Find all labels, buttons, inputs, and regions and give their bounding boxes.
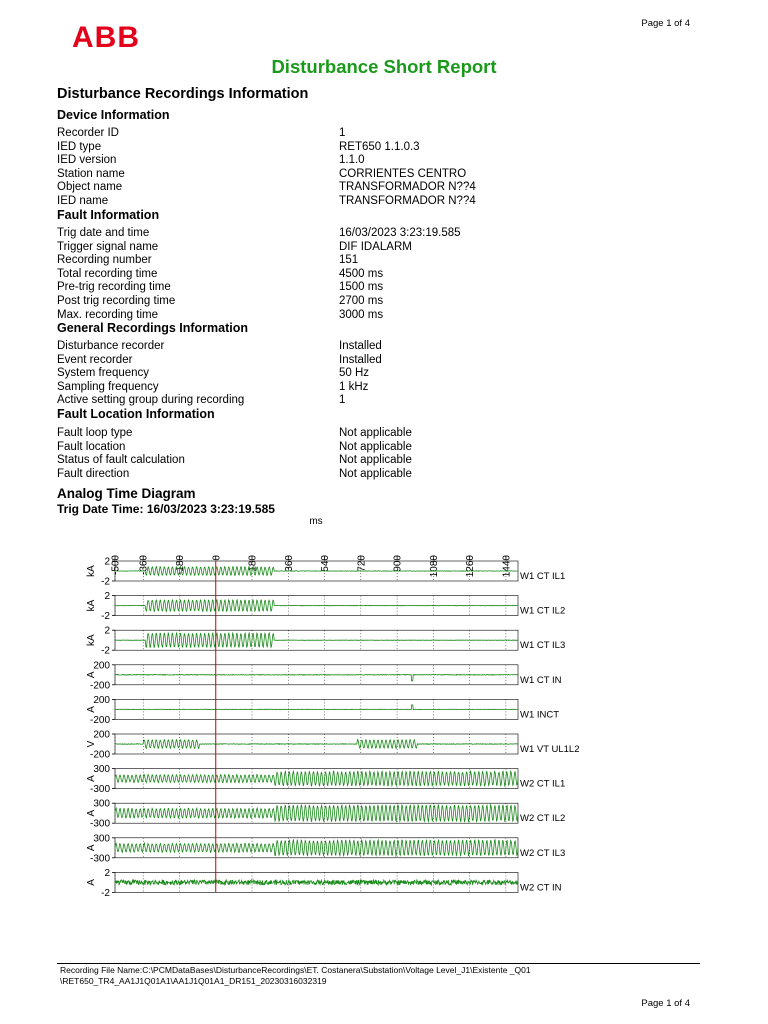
x-tick-label: -180 — [174, 555, 186, 576]
info-value: 16/03/2023 3:23:19.585 — [339, 227, 461, 239]
y-unit-label: A — [86, 706, 97, 713]
file-path-line-2: \RET650_TR4_AA1J1Q01A1\AA1J1Q01A1_DR151_20230316032319 — [60, 976, 327, 986]
info-value: 1.1.0 — [339, 154, 365, 167]
info-label: Status of fault calculation — [57, 454, 185, 467]
info-label: IED type — [57, 140, 102, 153]
y-unit-label: V — [86, 740, 97, 748]
info-label: Max. recording time — [57, 308, 158, 321]
y-tick-label: -2 — [101, 645, 110, 657]
signal-trace — [115, 771, 518, 786]
series-label: W2 CT IL3 — [520, 847, 566, 859]
info-value: TRANSFORMADOR N??4 — [339, 195, 476, 207]
info-value: 3000 ms — [339, 308, 384, 321]
x-tick-label: 900 — [392, 555, 404, 572]
series-label: W1 CT IL1 — [520, 571, 566, 582]
analog-heading: Analog Time Diagram — [57, 486, 196, 501]
info-value: 2700 ms — [339, 295, 384, 307]
signal-trace — [115, 880, 518, 885]
info-value: 1 kHz — [339, 380, 369, 393]
x-tick-label: 0 — [211, 555, 223, 561]
info-label: Pre-trig recording time — [57, 281, 171, 294]
y-tick-label: 200 — [93, 660, 110, 672]
y-tick-label: 200 — [93, 729, 110, 741]
y-unit-label: A — [86, 671, 97, 679]
info-value: 1 — [339, 127, 346, 139]
y-tick-label: -2 — [101, 611, 110, 623]
series-label: W1 INCT — [520, 709, 560, 721]
info-label: Object name — [57, 181, 123, 194]
y-unit-label: A — [86, 775, 97, 782]
series-label: W2 CT IL2 — [520, 813, 566, 825]
y-tick-label: 2 — [104, 591, 110, 603]
section-heading: Fault Location Information — [57, 407, 215, 421]
x-axis-label: ms — [309, 516, 323, 527]
signal-trace — [115, 633, 518, 647]
section-heading: General Recordings Information — [57, 321, 249, 335]
info-label: Trig date and time — [57, 227, 150, 239]
signal-trace — [115, 675, 518, 681]
x-tick-label: 1440 — [501, 555, 513, 578]
series-label: W1 CT IL3 — [520, 640, 566, 652]
info-value: 1 — [339, 394, 346, 407]
info-value: Installed — [339, 340, 382, 352]
y-tick-label: -2 — [101, 887, 110, 899]
info-label: IED version — [57, 154, 117, 167]
y-tick-label: -200 — [89, 749, 110, 761]
x-tick-label: 1260 — [465, 555, 477, 578]
y-tick-label: -2 — [101, 576, 110, 588]
recording-file-name — [60, 965, 700, 987]
info-label: Fault loop type — [57, 427, 133, 439]
info-value: 4500 ms — [339, 267, 384, 280]
info-value: 1500 ms — [339, 281, 384, 294]
x-tick-label: 180 — [247, 555, 259, 572]
x-tick-label: 720 — [356, 555, 368, 572]
y-tick-label: -300 — [89, 818, 110, 830]
signal-trace — [115, 805, 518, 822]
info-value: Installed — [339, 353, 382, 366]
y-tick-label: -200 — [89, 714, 110, 726]
y-tick-label: 2 — [104, 556, 110, 568]
info-label: Post trig recording time — [57, 295, 176, 307]
info-label: IED name — [57, 195, 109, 207]
info-value: Not applicable — [339, 427, 412, 439]
section-heading: Device Information — [57, 108, 170, 122]
y-tick-label: 200 — [93, 694, 110, 706]
signal-trace — [115, 705, 518, 710]
y-tick-label: 300 — [93, 798, 110, 810]
file-path-line-1: Recording File Name:C:\PCMDataBases\DisturbanceRecordings\ET. Costanera\Substation\Voltage Level_J1\Existente _Q01 — [60, 965, 531, 975]
info-value: 50 Hz — [339, 367, 370, 380]
info-label: Recorder ID — [57, 127, 119, 139]
info-value: RET650 1.1.0.3 — [339, 140, 420, 153]
section-heading: Fault Information — [57, 208, 160, 222]
y-unit-label: kA — [86, 599, 97, 612]
info-label: Trigger signal name — [57, 240, 159, 253]
x-tick-label: 540 — [320, 555, 332, 572]
info-label: Disturbance recorder — [57, 340, 165, 352]
y-unit-label: A — [86, 844, 97, 852]
y-tick-label: -300 — [89, 784, 110, 796]
info-heading: Disturbance Recordings Information — [57, 86, 309, 102]
signal-trace — [115, 840, 518, 856]
info-value: DIF IDALARM — [339, 240, 412, 253]
x-tick-label: -360 — [138, 555, 150, 576]
y-tick-label: 300 — [93, 764, 110, 776]
info-value: Not applicable — [339, 467, 412, 480]
info-value: TRANSFORMADOR N??4 — [339, 181, 476, 194]
series-label: W2 CT IL1 — [520, 778, 566, 790]
y-unit-label: kA — [86, 634, 97, 647]
info-label: Station name — [57, 167, 125, 180]
trig-date-label: Trig Date Time: — [57, 502, 144, 516]
info-label: Fault direction — [57, 467, 130, 480]
y-tick-label: 2 — [104, 867, 110, 879]
svg-text:ABB: ABB — [72, 22, 140, 50]
info-value: CORRIENTES CENTRO — [339, 167, 467, 180]
series-label: W1 CT IL2 — [520, 605, 566, 617]
y-tick-label: -300 — [89, 853, 110, 865]
footer-page-number: Page 1 of 4 — [641, 998, 690, 1009]
info-label: Active setting group during recording — [57, 394, 245, 407]
signal-trace — [115, 740, 518, 749]
signal-trace — [115, 600, 518, 612]
header-page-number: Page 1 of 4 — [641, 18, 690, 29]
series-label: W2 CT IN — [520, 882, 562, 894]
series-label: W1 VT UL1L2 — [520, 744, 580, 755]
info-label: System frequency — [57, 367, 150, 380]
x-tick-label: 1080 — [428, 555, 440, 578]
info-label: Event recorder — [57, 353, 133, 366]
report-title: Disturbance Short Report — [271, 56, 497, 77]
y-unit-label: kA — [86, 565, 97, 577]
trig-date-value: 16/03/2023 3:23:19.585 — [146, 502, 275, 516]
y-tick-label: -200 — [89, 680, 110, 692]
footer-divider — [57, 963, 700, 964]
x-tick-label: 360 — [283, 555, 295, 572]
x-tick-label: -500 — [110, 555, 122, 576]
info-label: Total recording time — [57, 267, 158, 280]
info-label: Recording number — [57, 254, 152, 267]
info-label: Fault location — [57, 440, 126, 453]
info-value: Not applicable — [339, 440, 412, 453]
y-tick-label: 300 — [93, 833, 110, 845]
y-unit-label: A — [86, 879, 97, 886]
info-value: Not applicable — [339, 454, 412, 467]
series-label: W1 CT IN — [520, 674, 562, 686]
y-unit-label: A — [86, 809, 97, 817]
info-label: Sampling frequency — [57, 380, 159, 393]
info-value: 151 — [339, 254, 359, 267]
y-tick-label: 2 — [104, 625, 110, 637]
